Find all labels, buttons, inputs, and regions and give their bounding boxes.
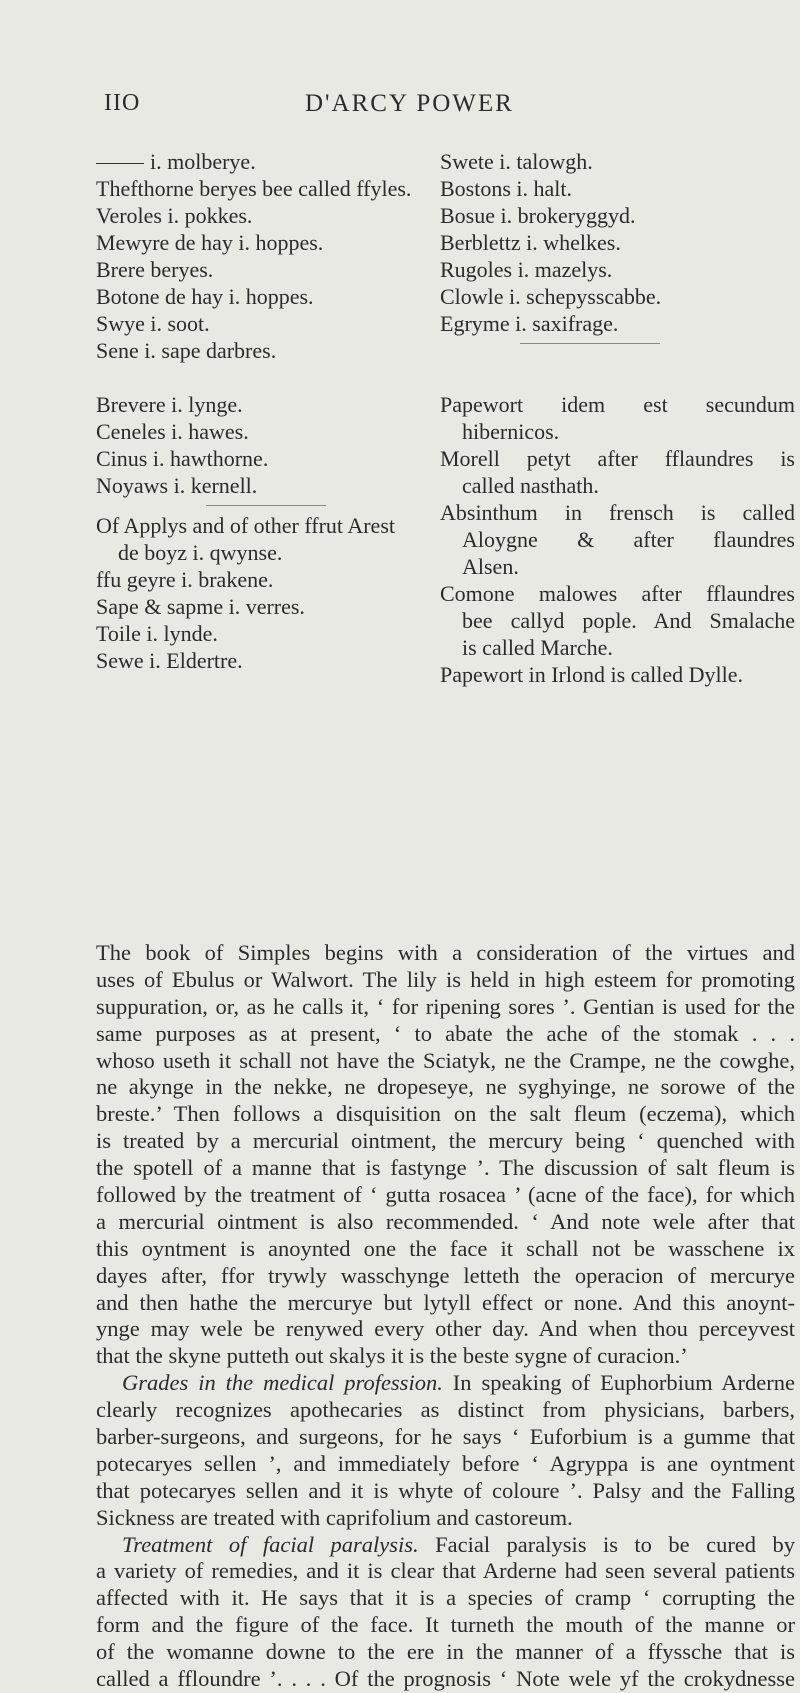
prose-line: The book of Simples begins with a consideration of the virtues and	[96, 940, 795, 965]
prose-line: this oyntment is anoynted one the face it schall not be wasschene ix	[96, 1235, 795, 1261]
prose-line: Sickness are treated with caprifolium and castoreum.	[96, 1504, 573, 1530]
prose-line: uses of Ebulus or Walwort. The lily is held in high esteem for promoting	[96, 966, 795, 992]
glossary-entry: Clowle i. schepysscabbe.	[440, 284, 662, 309]
prose-line: affected with it. He says that it is a species of cramp ‘ corrupting the	[96, 1585, 795, 1611]
glossary-entry: Noyaws i. kernell.	[96, 473, 258, 498]
glossary-left-column	[96, 148, 426, 674]
prose-line: is treated by a mercurial ointment, the mercury being ‘ quenched with	[96, 1128, 795, 1154]
prose-line: and then hathe the mercurye but lytyll effect or none. And this anoynt-	[96, 1289, 795, 1315]
glossary-entry: Toile i. lynde.	[96, 621, 218, 646]
glossary-entry: Egryme i. saxifrage.	[440, 311, 619, 336]
glossary-entry: Papewort idem est secundum	[440, 392, 795, 417]
glossary-entry: Swye i. soot.	[96, 311, 210, 336]
prose-line: the spotell of a manne that is fastynge ’. The discussion of salt fleum is	[96, 1155, 795, 1181]
glossary-entry: Sape & sapme i. verres.	[96, 594, 305, 619]
page-header	[0, 90, 800, 130]
prose-line: ne akynge in the nekke, ne dropeseye, ne syghyinge, ne sorowe of the	[96, 1074, 795, 1100]
spacer	[440, 350, 795, 391]
glossary-entry: hibernicos.	[462, 419, 560, 444]
glossary-entry: ffu geyre i. brakene.	[96, 567, 274, 592]
glossary-entry: Alsen.	[462, 554, 519, 579]
glossary-entry: Of Applys and of other ffrut Arest	[96, 513, 395, 538]
glossary-entry: Berblettz i. whelkes.	[440, 230, 621, 255]
prose-line: dayes after, ffor trywly wasschynge letteth the operacion of mercurye	[96, 1262, 795, 1288]
glossary-entry: Sene i. sape darbres.	[96, 338, 277, 363]
glossary-entry: Absinthum in frensch is called	[440, 500, 795, 525]
glossary-entry: Bosue i. brokeryggyd.	[440, 203, 636, 228]
glossary-entry: de boyz i. qwynse.	[118, 540, 283, 565]
glossary-right-column	[440, 148, 795, 688]
prose-line: barber-surgeons, and surgeons, for he says ‘ Euforbium is a gumme that	[96, 1424, 795, 1450]
glossary-entry: Ceneles i. hawes.	[96, 419, 249, 444]
dash-mark	[96, 163, 144, 164]
glossary-entry: Thefthorne beryes bee called ffyles.	[96, 176, 412, 201]
spacer	[96, 364, 426, 391]
running-head: D'ARCY POWER	[305, 90, 514, 117]
prose-line: same purposes as at present, ‘ to abate the ache of the stomak . . .	[96, 1020, 795, 1046]
prose-line: a mercurial ointment is also recommended. ‘ And note wele after that	[96, 1208, 795, 1234]
glossary-entry: Bostons i. halt.	[440, 176, 573, 201]
prose-line: ynge may wele be renywed every other day. And when thou perceyvest	[96, 1316, 795, 1342]
prose-line: Grades in the medical profession. In speaking of Euphorbium Arderne	[122, 1370, 795, 1396]
prose-line: clearly recognizes apothecaries as distinct from physicians, barbers,	[96, 1397, 795, 1423]
prose-line: breste.’ Then follows a disquisition on the salt fleum (eczema), which	[96, 1101, 795, 1127]
glossary-entry: called nasthath.	[462, 473, 599, 498]
page-number: IIO	[104, 90, 141, 116]
prose-line: Treatment of facial paralysis. Facial paralysis is to be cured by	[122, 1531, 795, 1557]
glossary-entry: Veroles i. pokkes.	[96, 203, 253, 228]
glossary-entry: Morell petyt after fflaundres is	[440, 446, 795, 471]
glossary-entry: Swete i. talowgh.	[440, 149, 593, 174]
prose-line: form and the figure of the face. It turneth the mouth of the manne or	[96, 1612, 795, 1638]
prose-line: called a ffloundre ’. . . . Of the prognosis ‘ Note wele yf the crokydnesse	[96, 1666, 795, 1692]
side-heading: Treatment of facial paralysis.	[122, 1531, 419, 1557]
divider-rule	[440, 337, 795, 350]
glossary-entry: is called Marche.	[462, 635, 613, 660]
divider-rule	[96, 499, 426, 512]
prose-line: whoso useth it schall not have the Sciatyk, ne the Crampe, ne the cowghe,	[96, 1047, 795, 1073]
glossary-entry: Sewe i. Eldertre.	[96, 648, 243, 673]
glossary-entry: Aloygne & after flaundres	[462, 527, 795, 552]
glossary-entry: Comone malowes after fflaundres	[440, 581, 795, 606]
glossary-entry: bee callyd pople. And Smalache	[462, 608, 795, 633]
prose-line: of the womanne downe to the ere in the manner of a ffyssche that is	[96, 1639, 795, 1665]
side-heading: Grades in the medical profession.	[122, 1370, 443, 1396]
prose-line: that potecaryes sellen and it is whyte of coloure ’. Palsy and the Falling	[96, 1477, 795, 1503]
prose-line: suppuration, or, as he calls it, ‘ for ripening sores ’. Gentian is used for the	[96, 993, 795, 1019]
glossary-entry: Rugoles i. mazelys.	[440, 257, 613, 282]
prose-line: that the skyne putteth out skalys it is the beste sygne of curacion.’	[96, 1343, 688, 1369]
glossary-entry: i. molberye.	[96, 148, 426, 175]
glossary-entry: Brevere i. lynge.	[96, 392, 243, 417]
glossary-entry: Mewyre de hay i. hoppes.	[96, 230, 324, 255]
body-prose	[96, 940, 795, 1693]
prose-line: potecaryes sellen ’, and immediately before ‘ Agryppa is ane oyntment	[96, 1450, 795, 1476]
glossary-entry: Cinus i. hawthorne.	[96, 446, 269, 471]
glossary-entry: Botone de hay i. hoppes.	[96, 284, 314, 309]
glossary-entry: Brere beryes.	[96, 257, 214, 282]
glossary-entry: Papewort in Irlond is called Dylle.	[440, 662, 744, 687]
prose-line: a variety of remedies, and it is clear that Arderne had seen several patients	[96, 1558, 795, 1584]
prose-line: followed by the treatment of ‘ gutta rosacea ’ (acne of the face), for which	[96, 1182, 795, 1208]
